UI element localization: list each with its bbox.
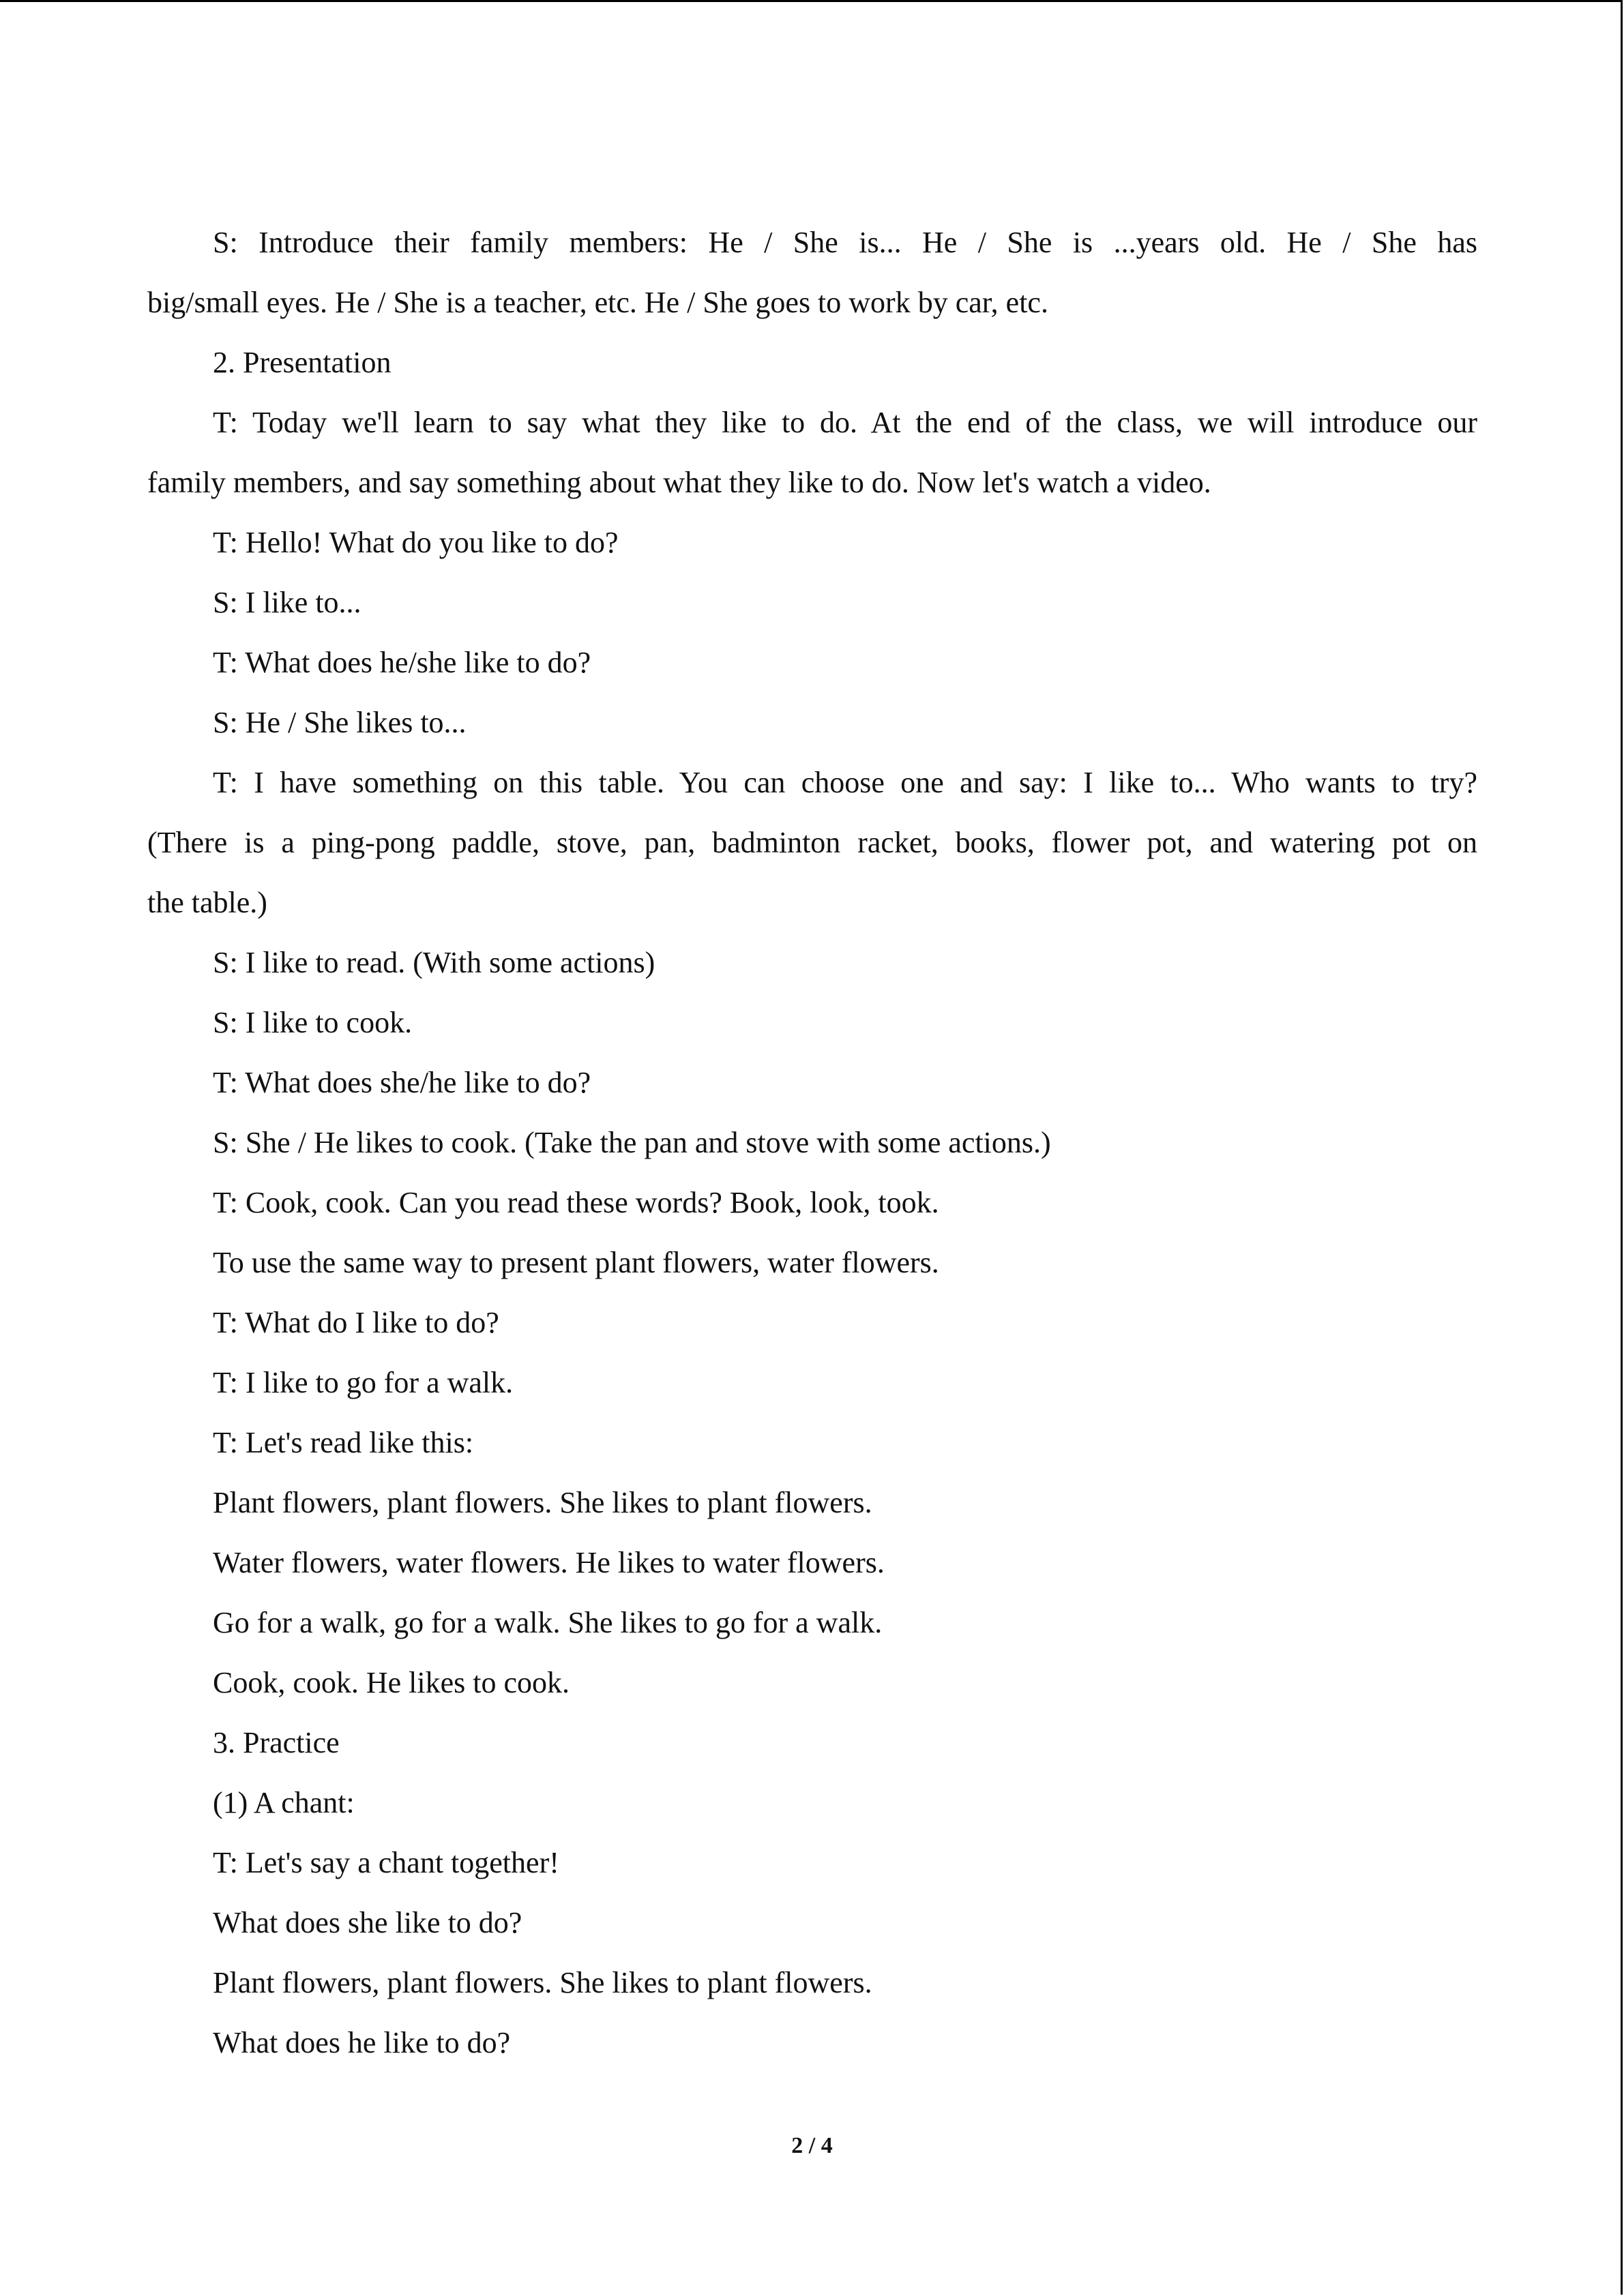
paragraph-line: family members, and say something about what they like to do. Now let's watch a video.	[147, 466, 1211, 499]
chant-line: Plant flowers, plant flowers. She likes to plant flowers.	[213, 1486, 872, 1519]
chant-line: What does he like to do?	[213, 2026, 511, 2059]
paragraph-line: T: I have something on this table. You can choose one and say: I like to... Who wants to try?	[213, 766, 1477, 799]
paragraph-line: S: Introduce their family members: He / She is... He / She is ...years old. He / She has	[213, 226, 1477, 259]
document-body	[147, 213, 1477, 2073]
section-heading: 2. Presentation	[213, 346, 392, 379]
dialogue-line: T: I like to go for a walk.	[213, 1366, 514, 1399]
subsection-heading: (1) A chant:	[213, 1786, 355, 1819]
section-heading: 3. Practice	[213, 1726, 340, 1759]
dialogue-line: T: Cook, cook. Can you read these words? Book, look, took.	[213, 1186, 939, 1219]
dialogue-line: T: What does he/she like to do?	[213, 646, 591, 679]
chant-line: Cook, cook. He likes to cook.	[213, 1666, 570, 1699]
dialogue-line: T: What do I like to do?	[213, 1306, 499, 1339]
paragraph-line: the table.)	[147, 886, 267, 919]
dialogue-line: T: Let's read like this:	[213, 1426, 474, 1459]
chant-line: Go for a walk, go for a walk. She likes to go for a walk.	[213, 1606, 883, 1639]
chant-line: What does she like to do?	[213, 1906, 522, 1939]
paragraph-line: T: Today we'll learn to say what they like to do. At the end of the class, we will introduce our	[213, 406, 1477, 439]
page-number: 2 / 4	[791, 2133, 833, 2158]
chant-line: Water flowers, water flowers. He likes to water flowers.	[213, 1546, 885, 1579]
dialogue-line: T: Hello! What do you like to do?	[213, 526, 619, 559]
dialogue-line: S: She / He likes to cook. (Take the pan and stove with some actions.)	[213, 1126, 1051, 1159]
dialogue-line: T: Let's say a chant together!	[213, 1846, 559, 1879]
dialogue-line: S: He / She likes to...	[213, 706, 467, 739]
dialogue-line: S: I like to cook.	[213, 1006, 413, 1039]
dialogue-line: S: I like to...	[213, 586, 361, 619]
paragraph-line: To use the same way to present plant flowers, water flowers.	[213, 1246, 939, 1279]
dialogue-line: S: I like to read. (With some actions)	[213, 946, 655, 979]
paragraph-line: big/small eyes. He / She is a teacher, etc. He / She goes to work by car, etc.	[147, 286, 1048, 319]
paragraph-line: (There is a ping-pong paddle, stove, pan, badminton racket, books, flower pot, and watering pot on	[147, 826, 1477, 859]
chant-line: Plant flowers, plant flowers. She likes to plant flowers.	[213, 1966, 872, 1999]
dialogue-line: T: What does she/he like to do?	[213, 1066, 591, 1099]
